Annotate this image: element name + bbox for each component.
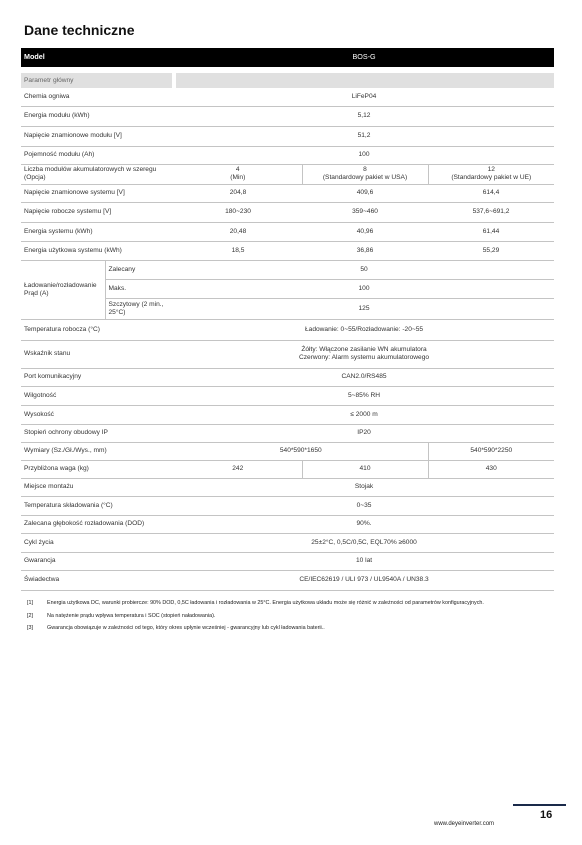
row-value: 25±2°C, 0,5C/0,5C, EQL70% ≥6000 [174, 533, 554, 552]
row-value-col3: 430 [428, 460, 554, 478]
table-row [21, 184, 554, 202]
header-model-label: Model [21, 48, 174, 67]
footnotes [27, 600, 547, 638]
table-row [21, 405, 554, 424]
footnote [27, 600, 547, 608]
row-label: Przybliżona waga (kg) [21, 460, 174, 478]
row-value-col3: 614,4 [428, 184, 554, 202]
website-url: www.deyeinverter.com [434, 821, 495, 827]
row-value-col3: 61,44 [428, 222, 554, 241]
header-model-value: BOS-G [174, 48, 554, 67]
row-label: Energia systemu (kWh) [21, 222, 174, 241]
row-label: Temperatura składowania (°C) [21, 496, 174, 515]
row-value-col3: 537,6~691,2 [428, 202, 554, 222]
row-value-col2: 8 (Standardowy pakiet w USA) [302, 164, 428, 184]
row-value: 100 [174, 146, 554, 164]
row-value: 125 [174, 298, 554, 319]
table-header-row [21, 48, 554, 67]
row-label: Temperatura robocza (°C) [21, 319, 174, 340]
row-value-col3: 12 (Standardowy pakiet w UE) [428, 164, 554, 184]
row-value: CAN2.0/RS485 [174, 368, 554, 386]
table-row [21, 241, 554, 260]
row-value: 100 [174, 279, 554, 298]
table-row [21, 368, 554, 386]
row-value: 0~35 [174, 496, 554, 515]
page-number-bar [513, 804, 566, 806]
row-label: Chemia ogniwa [21, 88, 174, 106]
row-sublabel: Zalecany [105, 260, 174, 279]
row-value: CE/IEC62619 / ULI 973 / UL9540A / UN38.3 [174, 570, 554, 590]
table-row [21, 478, 554, 496]
page-number: 16 [540, 809, 553, 821]
table-row [21, 552, 554, 570]
row-label: Liczba modułów akumulatorowych w szeregu (Opcja) [21, 164, 174, 184]
row-label: Port komunikacyjny [21, 368, 174, 386]
footnote-text: Energia użytkowa DC, warunki probiercze: 90% DOD, 0,5C ładowania i rozładowania w 25°C. Energia użytkowa układu może się różnić w zależności od parametrów konfiguracyjnych. [47, 600, 484, 606]
row-value-col3: 55,29 [428, 241, 554, 260]
row-label: Napięcie znamionowe systemu [V] [21, 184, 174, 202]
footnote-text: Gwarancja obowiązuje w zależności od tego, który okres upłynie wcześniej - gwarancyjny lub cykl ładowania baterii.. [47, 625, 325, 632]
page-title: Dane techniczne [24, 22, 135, 38]
table-row [21, 146, 554, 164]
row-value: 90%. [174, 515, 554, 533]
row-value-col3: 540*590*2250 [428, 442, 554, 460]
row-value-col1: 180~230 [174, 202, 302, 222]
footnote-number: [3] [27, 625, 33, 632]
table-row [21, 319, 554, 340]
table-row [21, 222, 554, 241]
table-row [21, 202, 554, 222]
row-value-col1: 20,48 [174, 222, 302, 241]
row-sublabel: Maks. [105, 279, 174, 298]
table-row [21, 570, 554, 590]
row-value: IP20 [174, 424, 554, 442]
table-row [21, 460, 554, 478]
row-value-col1: 242 [174, 460, 302, 478]
table-row [21, 442, 554, 460]
row-label: Świadectwa [21, 570, 174, 590]
row-value: 5,12 [174, 106, 554, 126]
section-label: Parametr główny [21, 73, 174, 88]
footnote-text: Na natężenie prądu wpływa temperatura i SOC (stopień naładowania). [47, 612, 216, 619]
row-value: 10 lat [174, 552, 554, 570]
row-value-col2: 410 [302, 460, 428, 478]
spec-table [21, 48, 554, 591]
row-value: 51,2 [174, 126, 554, 146]
row-value: 5~85% RH [174, 386, 554, 405]
table-row [21, 496, 554, 515]
row-sublabel: Szczytowy (2 min., 25°C) [105, 298, 174, 319]
row-value: Stojak [174, 478, 554, 496]
footnote-number: [1] [27, 600, 33, 606]
row-label: Wskaźnik stanu [21, 340, 174, 368]
row-value: Ładowanie: 0~55/Rozładowanie: -20~55 [174, 319, 554, 340]
row-label: Stopień ochrony obudowy IP [21, 424, 174, 442]
table-row [21, 424, 554, 442]
row-value-col2: 359~460 [302, 202, 428, 222]
row-label: Pojemność modułu (Ah) [21, 146, 174, 164]
row-label: Cykl życia [21, 533, 174, 552]
row-value-col1: 204,8 [174, 184, 302, 202]
row-value-col2: 40,96 [302, 222, 428, 241]
row-label: Miejsce montażu [21, 478, 174, 496]
table-row [21, 164, 554, 184]
footnote-number: [2] [27, 612, 33, 619]
row-label: Napięcie znamionowe modułu [V] [21, 126, 174, 146]
row-value: LiFeP04 [174, 88, 554, 106]
table-row [21, 88, 554, 106]
table-row [21, 533, 554, 552]
row-label: Wilgotność [21, 386, 174, 405]
row-label: Gwarancja [21, 552, 174, 570]
row-label: Ładowanie/rozładowanie Prąd (A) [21, 260, 105, 319]
table-row [21, 126, 554, 146]
row-value-col1: 18,5 [174, 241, 302, 260]
footnote [27, 625, 547, 633]
row-value-col2: 36,86 [302, 241, 428, 260]
row-value-col12: 540*590*1650 [174, 442, 428, 460]
row-label: Wymiary (Sz./Gł./Wys., mm) [21, 442, 174, 460]
table-row [21, 515, 554, 533]
row-value: ≤ 2000 m [174, 405, 554, 424]
row-label: Energia użytkowa systemu (kWh) [21, 241, 174, 260]
section-row [21, 73, 554, 88]
table-row [21, 260, 554, 279]
table-row [21, 386, 554, 405]
row-label: Wysokość [21, 405, 174, 424]
row-label: Napięcie robocze systemu [V] [21, 202, 174, 222]
table-row [21, 106, 554, 126]
row-value: Żółty: Włączone zasilanie WN akumulatora Czerwony: Alarm systemu akumulatorowego [174, 340, 554, 368]
row-value-col1: 4 (Min) [174, 164, 302, 184]
table-row [21, 340, 554, 368]
row-value-col2: 409,6 [302, 184, 428, 202]
row-label: Zalecana głębokość rozładowania (DOD) [21, 515, 174, 533]
footnote [27, 613, 547, 621]
row-value: 50 [174, 260, 554, 279]
row-label: Energia modułu (kWh) [21, 106, 174, 126]
